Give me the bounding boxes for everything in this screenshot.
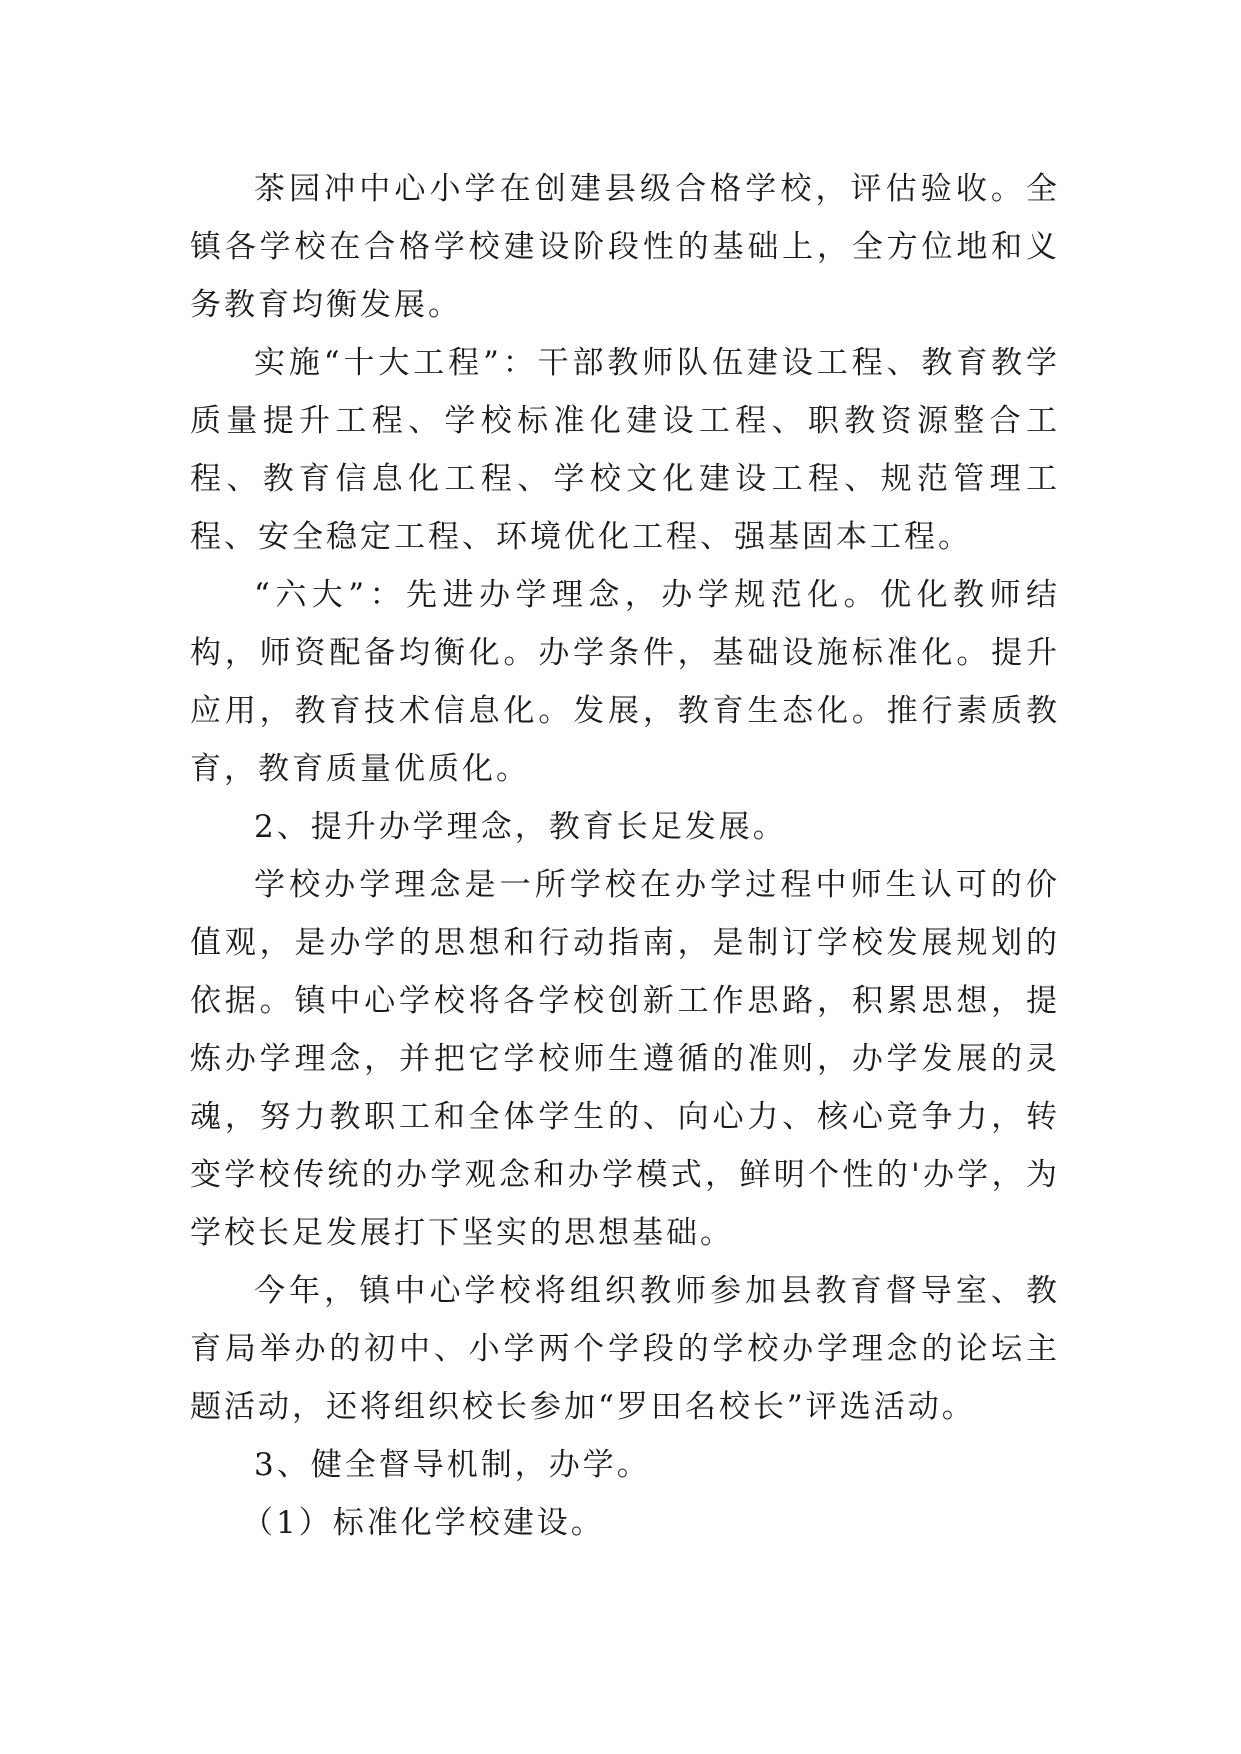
section-heading-2: 2、提升办学理念，教育长足发展。	[254, 809, 787, 845]
document-body	[190, 160, 1060, 1552]
paragraph-qualified-schools: 茶园冲中心小学在创建县级合格学校，评估验收。全镇各学校在合格学校建设阶段性的基础上，全方位地和义务教育均衡发展。	[190, 171, 1060, 323]
paragraph-forum-activities: 今年，镇中心学校将组织教师参加县教育督导室、教育局举办的初中、小学两个学段的学校办学理念的论坛主题活动，还将组织校长参加“罗田名校长”评选活动。	[190, 1273, 1060, 1425]
paragraph-school-philosophy: 学校办学理念是一所学校在办学过程中师生认可的价值观，是办学的思想和行动指南，是制订学校发展规划的依据。镇中心学校将各学校创新工作思路，积累思想，提炼办学理念，并把它学校师生遵循的准则，办学发展的灵魂，努力教职工和全体学生的、向心力、核心竞争力，转变学校传统的办学观念和办学模式，鲜明个性的'办学，为学校长足发展打下坚实的思想基础。	[190, 867, 1060, 1251]
paragraph-ten-projects: 实施“十大工程”：干部教师队伍建设工程、教育教学质量提升工程、学校标准化建设工程、职教资源整合工程、教育信息化工程、学校文化建设工程、规范管理工程、安全稳定工程、环境优化工程、强基固本工程。	[190, 345, 1060, 555]
paragraph-six-items: “六大”：先进办学理念，办学规范化。优化教师结构，师资配备均衡化。办学条件，基础设施标准化。提升应用，教育技术信息化。发展，教育生态化。推行素质教育，教育质量优质化。	[190, 577, 1060, 787]
section-heading-3: 3、健全督导机制，办学。	[254, 1447, 651, 1483]
subsection-heading-1: （1）标准化学校建设。	[242, 1505, 605, 1541]
